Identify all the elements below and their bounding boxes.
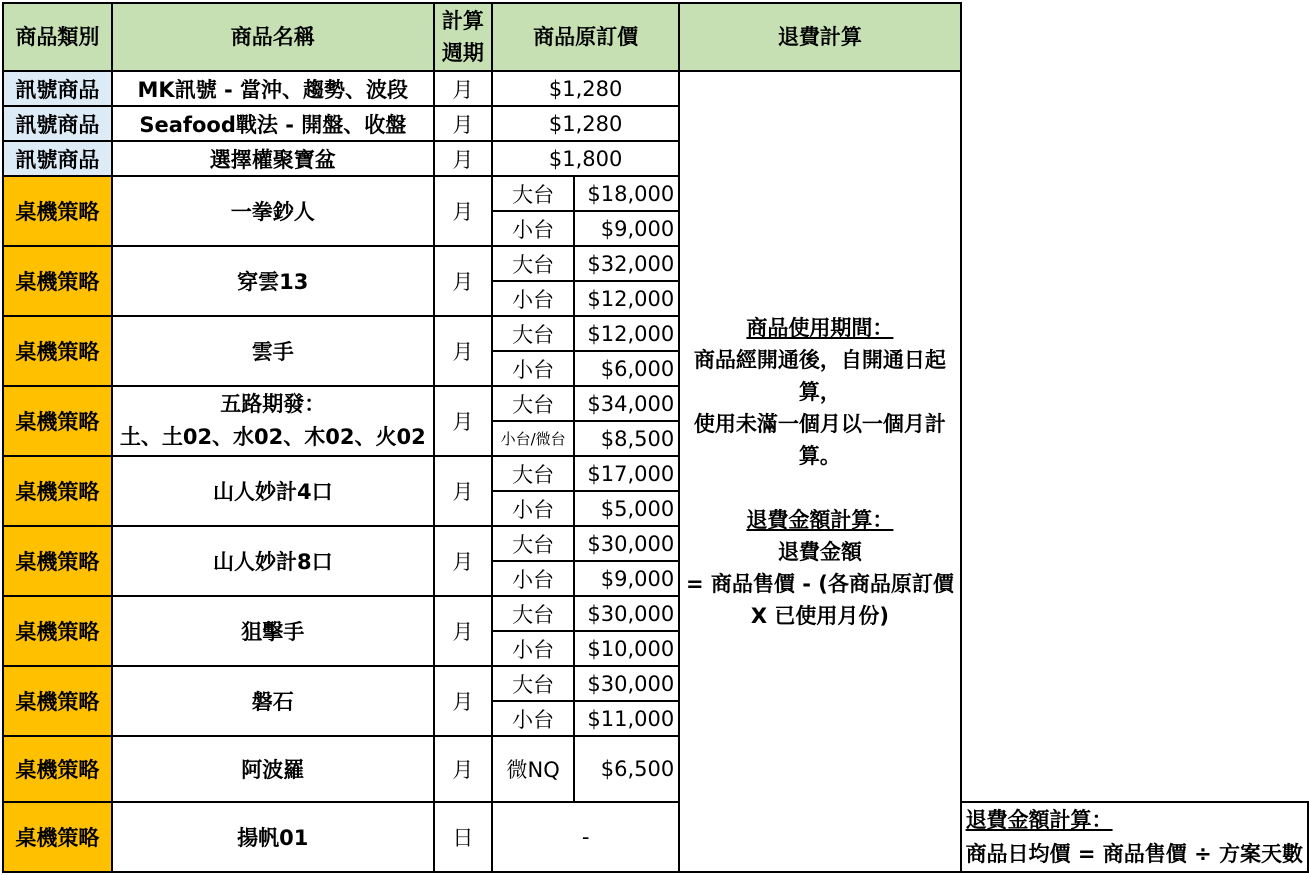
daily-note-title: 退費金額計算： <box>965 808 1113 832</box>
product-name: 阿波羅 <box>112 736 434 802</box>
price-cell: $9,000 <box>574 561 679 596</box>
product-name-line-2: 土、土02、水02、木02、火02 <box>119 425 426 449</box>
category-cell: 訊號商品 <box>3 106 112 141</box>
size-cell: 大台 <box>492 316 574 351</box>
product-name: 選擇權聚寶盆 <box>112 141 434 176</box>
daily-refund-note <box>961 802 1308 872</box>
table-row <box>3 246 1308 281</box>
product-name: 山人妙計8口 <box>112 526 434 596</box>
price-cell: $34,000 <box>574 386 679 421</box>
price-cell: $1,280 <box>492 71 679 106</box>
table-row <box>3 71 1308 106</box>
product-name: 狙擊手 <box>112 596 434 666</box>
price-cell: $30,000 <box>574 596 679 631</box>
category-cell: 訊號商品 <box>3 141 112 176</box>
category-cell: 桌機策略 <box>3 316 112 386</box>
category-cell: 訊號商品 <box>3 71 112 106</box>
price-cell: $12,000 <box>574 316 679 351</box>
price-cell: $30,000 <box>574 666 679 701</box>
table-row <box>3 106 1308 141</box>
product-name: 一拳鈔人 <box>112 176 434 246</box>
product-name: 穿雲13 <box>112 246 434 316</box>
size-cell: 小台 <box>492 631 574 666</box>
price-cell: $32,000 <box>574 246 679 281</box>
size-cell: 大台 <box>492 176 574 211</box>
size-cell: 微NQ <box>492 736 574 802</box>
header-price: 商品原訂價 <box>492 3 679 71</box>
cycle-cell: 月 <box>434 736 492 802</box>
product-name-line-1: 五路期發： <box>220 392 326 416</box>
cycle-cell: 月 <box>434 526 492 596</box>
product-name <box>112 386 434 456</box>
table-row <box>3 176 1308 211</box>
daily-note-formula: 商品日均價 = 商品售價 ÷ 方案天數 <box>965 842 1303 866</box>
size-cell: 大台 <box>492 246 574 281</box>
category-cell: 桌機策略 <box>3 802 112 872</box>
cycle-cell: 月 <box>434 246 492 316</box>
category-cell: 桌機策略 <box>3 596 112 666</box>
price-cell: $9,000 <box>574 211 679 246</box>
cycle-cell: 月 <box>434 176 492 246</box>
price-cell: $12,000 <box>574 281 679 316</box>
size-cell: 小台 <box>492 211 574 246</box>
header-cycle: 計算 週期 <box>434 3 492 71</box>
category-cell: 桌機策略 <box>3 456 112 526</box>
price-cell: $30,000 <box>574 526 679 561</box>
cycle-cell: 月 <box>434 141 492 176</box>
header-name: 商品名稱 <box>112 3 434 71</box>
size-cell: 小台 <box>492 561 574 596</box>
size-cell: 大台 <box>492 526 574 561</box>
size-cell: 大台 <box>492 456 574 491</box>
table-row <box>3 596 1308 631</box>
size-cell: 大台 <box>492 666 574 701</box>
price-cell: $17,000 <box>574 456 679 491</box>
size-cell: 小台 <box>492 281 574 316</box>
size-cell: 小台/微台 <box>492 421 574 456</box>
size-cell: 小台 <box>492 351 574 386</box>
price-cell: $10,000 <box>574 631 679 666</box>
product-name: 山人妙計4口 <box>112 456 434 526</box>
period-title: 商品使用期間： <box>746 315 894 340</box>
category-cell: 桌機策略 <box>3 246 112 316</box>
cycle-cell: 月 <box>434 456 492 526</box>
cycle-cell: 月 <box>434 386 492 456</box>
price-cell: $6,500 <box>574 736 679 802</box>
size-cell: 小台 <box>492 701 574 736</box>
category-cell: 桌機策略 <box>3 526 112 596</box>
product-name: Seafood戰法 - 開盤、收盤 <box>112 106 434 141</box>
category-cell: 桌機策略 <box>3 386 112 456</box>
product-name: MK訊號 - 當沖、趨勢、波段 <box>112 71 434 106</box>
table-row <box>3 526 1308 561</box>
cycle-cell: 月 <box>434 666 492 736</box>
cycle-cell: 日 <box>434 802 492 872</box>
size-cell: 大台 <box>492 386 574 421</box>
price-cell: $6,000 <box>574 351 679 386</box>
price-cell: $1,800 <box>492 141 679 176</box>
cycle-cell: 月 <box>434 71 492 106</box>
table-row <box>3 316 1308 351</box>
header-row <box>3 3 1308 71</box>
table-row <box>3 386 1308 421</box>
product-name: 磐石 <box>112 666 434 736</box>
amount-line-2: = 商品售價 - (各商品原訂價 X 已使用月份) <box>685 571 954 628</box>
price-cell: $18,000 <box>574 176 679 211</box>
cycle-cell: 月 <box>434 106 492 141</box>
amount-line-1: 退費金額 <box>777 539 862 564</box>
product-name: 揚帆01 <box>112 802 434 872</box>
period-line-1: 商品經開通後，自開通日起算， <box>693 347 946 404</box>
table-row <box>3 666 1308 701</box>
size-cell: 大台 <box>492 596 574 631</box>
price-cell: $11,000 <box>574 701 679 736</box>
header-refund: 退費計算 <box>679 3 960 71</box>
header-category: 商品類別 <box>3 3 112 71</box>
refund-note <box>679 71 960 872</box>
category-cell: 桌機策略 <box>3 666 112 736</box>
price-cell: $8,500 <box>574 421 679 456</box>
price-cell: $1,280 <box>492 106 679 141</box>
table-row <box>3 802 1308 872</box>
period-line-2: 使用未滿一個月以一個月計算。 <box>693 411 946 468</box>
price-cell: $5,000 <box>574 491 679 526</box>
category-cell: 桌機策略 <box>3 176 112 246</box>
refund-pricing-table <box>2 2 1309 873</box>
amount-title: 退費金額計算： <box>746 507 894 532</box>
size-cell: 小台 <box>492 491 574 526</box>
product-name: 雲手 <box>112 316 434 386</box>
table-row <box>3 141 1308 176</box>
cycle-cell: 月 <box>434 316 492 386</box>
table-row <box>3 736 1308 802</box>
category-cell: 桌機策略 <box>3 736 112 802</box>
cycle-cell: 月 <box>434 596 492 666</box>
table-row <box>3 456 1308 491</box>
price-cell: - <box>492 802 679 872</box>
